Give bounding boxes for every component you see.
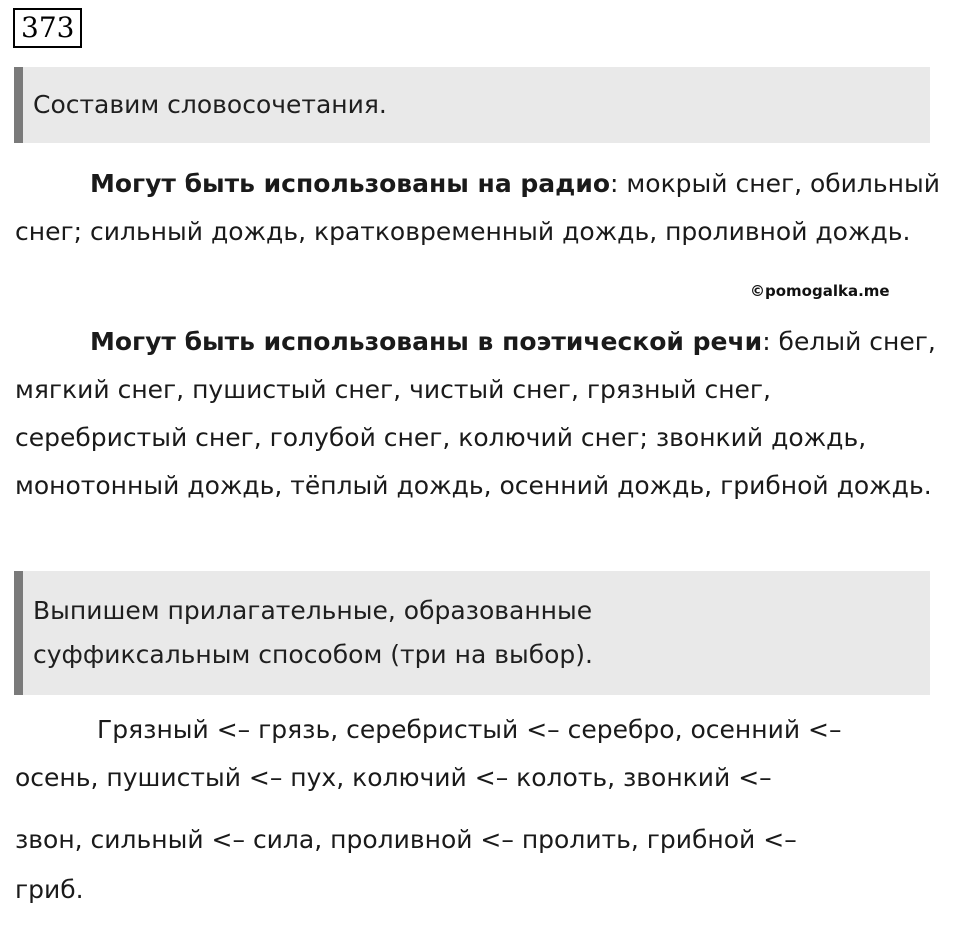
morph-line-4: гриб. [15,875,84,904]
task-number: 373 [13,8,82,48]
paragraph-poetic-heading: Могут быть использованы в поэтической речи [90,327,763,356]
instruction-bar-2 [14,571,930,695]
morph-line-3: звон, сильный <– сила, проливной <– пролить, грибной <– [15,825,797,854]
paragraph-radio-text: : мокрый снег, обильный снег; сильный дождь, кратковременный дождь, проливной дождь. [15,169,940,246]
morph-line-2: осень, пушистый <– пух, колючий <– колоть, звонкий <– [15,763,772,792]
paragraph-poetic-text: : белый снег, мягкий снег, пушистый снег, чистый снег, грязный снег, серебристый снег, голубой снег, колючий снег; звонкий дождь, монотонный дождь, тёплый дождь, осенний дождь, грибной дождь. [15,327,936,500]
instruction-text-2-line-1: Выпишем прилагательные, образованные [33,596,593,625]
instruction-text-2-line-2: суффиксальным способом (три на выбор). [33,640,593,669]
instruction-bar-1 [14,67,930,143]
paragraph-radio [15,160,945,256]
instruction-text-1: Составим словосочетания. [33,90,387,119]
paragraph-radio-heading: Могут быть использованы на радио [90,169,611,198]
watermark: ©pomogalka.me [750,282,890,300]
morph-line-1: Грязный <– грязь, серебристый <– серебро, осенний <– [97,715,842,744]
paragraph-poetic [15,318,945,510]
